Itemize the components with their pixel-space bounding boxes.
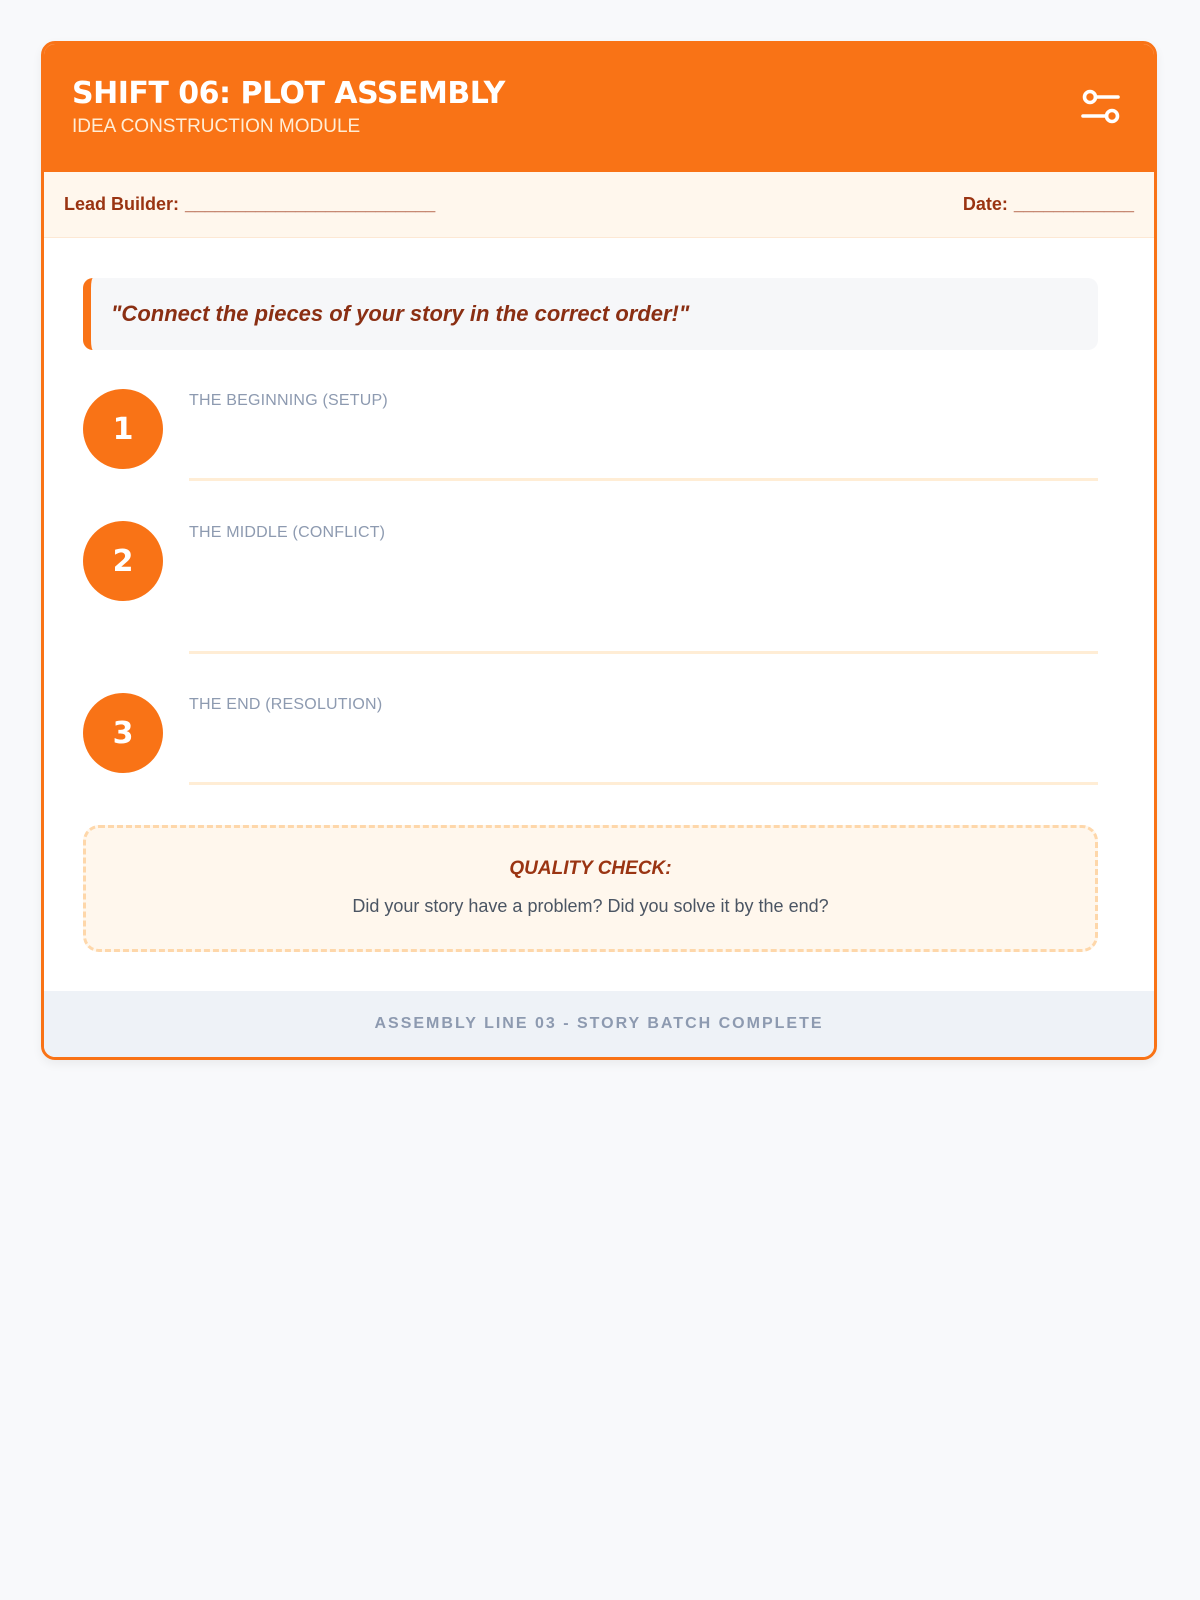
lead-builder-label: Lead Builder: bbox=[64, 194, 180, 214]
worksheet-card bbox=[41, 41, 1157, 1060]
date-field[interactable] bbox=[963, 194, 1134, 215]
date-label: Date: bbox=[962, 194, 1008, 214]
step-beginning bbox=[83, 389, 1098, 489]
quote-text: "Connect the pieces of your story in the correct order!" bbox=[111, 301, 690, 326]
end-answer-field[interactable] bbox=[189, 713, 1098, 785]
quality-check-title: QUALITY CHECK: bbox=[509, 858, 672, 879]
page-title: SHIFT 06: PLOT ASSEMBLY bbox=[72, 76, 505, 111]
step-label: THE BEGINNING (SETUP) bbox=[189, 392, 388, 409]
step-middle bbox=[83, 521, 1098, 661]
page-subtitle: IDEA CONSTRUCTION MODULE bbox=[72, 116, 361, 137]
date-blank[interactable]: ____________ bbox=[1013, 194, 1134, 214]
quality-check-text: Did your story have a problem? Did you solve it by the end? bbox=[352, 896, 829, 916]
beginning-answer-field[interactable] bbox=[189, 409, 1098, 481]
lead-builder-blank[interactable]: _________________________ bbox=[185, 194, 436, 214]
step-number-badge: 3 bbox=[83, 693, 163, 773]
step-label: THE END (RESOLUTION) bbox=[189, 696, 383, 713]
meta-bar bbox=[44, 172, 1154, 238]
middle-answer-field[interactable] bbox=[189, 541, 1098, 654]
quality-check-box bbox=[83, 825, 1098, 952]
step-label: THE MIDDLE (CONFLICT) bbox=[189, 524, 386, 541]
lead-builder-field[interactable] bbox=[64, 194, 435, 215]
step-number-badge: 1 bbox=[83, 389, 163, 469]
footer-text: ASSEMBLY LINE 03 - STORY BATCH COMPLETE bbox=[374, 1015, 824, 1032]
footer bbox=[44, 991, 1154, 1057]
settings-sliders-icon[interactable] bbox=[1078, 84, 1124, 130]
header bbox=[44, 44, 1154, 172]
instruction-quote bbox=[83, 278, 1098, 350]
step-end bbox=[83, 693, 1098, 793]
step-number-badge: 2 bbox=[83, 521, 163, 601]
